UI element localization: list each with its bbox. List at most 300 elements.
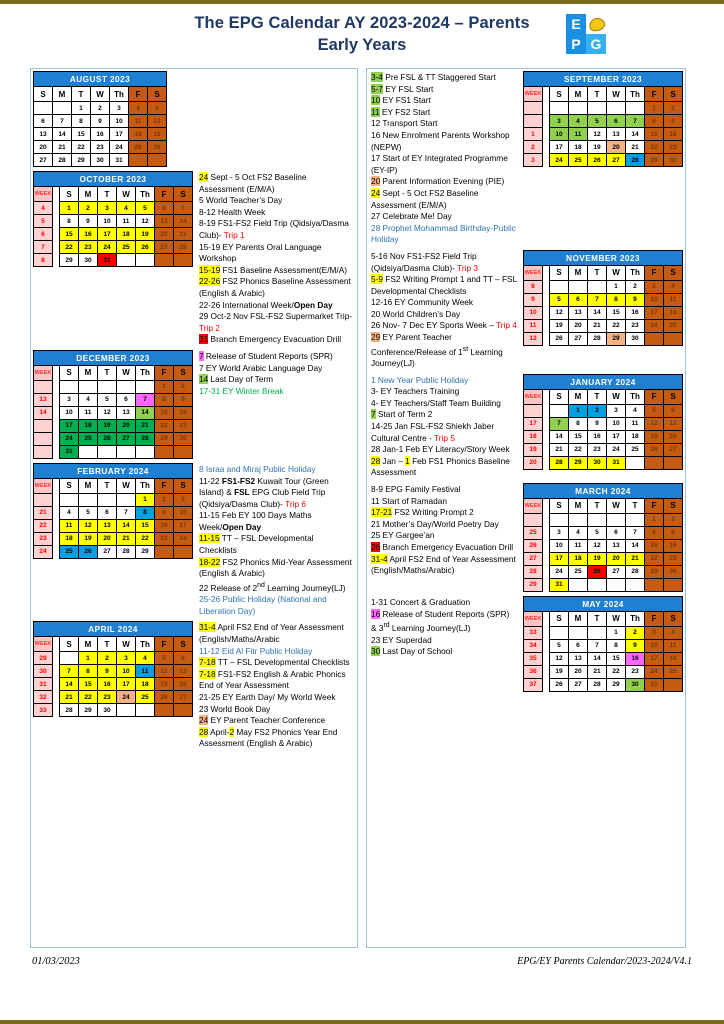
day-cell[interactable]: 16 — [79, 228, 98, 241]
day-cell[interactable]: 15 — [136, 519, 155, 532]
day-cell[interactable]: 22 — [72, 141, 91, 154]
day-cell[interactable] — [664, 332, 683, 345]
day-cell[interactable]: 23 — [98, 691, 117, 704]
day-cell[interactable]: 3 — [550, 526, 569, 539]
day-cell[interactable] — [569, 513, 588, 526]
day-cell[interactable] — [136, 254, 155, 267]
day-cell[interactable]: 10 — [60, 406, 79, 419]
day-cell[interactable]: 1 — [60, 202, 79, 215]
day-cell[interactable] — [174, 704, 193, 717]
day-cell[interactable]: 5 — [645, 404, 664, 417]
day-cell[interactable]: 11 — [129, 115, 148, 128]
day-cell[interactable]: 17 — [645, 652, 664, 665]
day-cell[interactable]: 24 — [645, 665, 664, 678]
day-cell[interactable]: 19 — [550, 319, 569, 332]
day-cell[interactable]: 10 — [550, 128, 569, 141]
day-cell[interactable]: 7 — [588, 293, 607, 306]
day-cell[interactable]: 2 — [626, 626, 645, 639]
day-cell[interactable]: 9 — [588, 417, 607, 430]
day-cell[interactable]: 27 — [569, 332, 588, 345]
day-cell[interactable]: 24 — [117, 691, 136, 704]
day-cell[interactable]: 23 — [79, 241, 98, 254]
day-cell[interactable]: 26 — [645, 443, 664, 456]
day-cell[interactable]: 17 — [117, 678, 136, 691]
day-cell[interactable]: 20 — [34, 141, 53, 154]
day-cell[interactable]: 25 — [664, 665, 683, 678]
day-cell[interactable]: 27 — [607, 565, 626, 578]
day-cell[interactable]: 15 — [645, 128, 664, 141]
day-cell[interactable]: 19 — [148, 128, 167, 141]
day-cell[interactable]: 31 — [645, 678, 664, 691]
day-cell[interactable]: 2 — [98, 652, 117, 665]
day-cell[interactable] — [569, 102, 588, 115]
day-cell[interactable] — [550, 404, 569, 417]
day-cell[interactable]: 23 — [626, 665, 645, 678]
day-cell[interactable] — [607, 102, 626, 115]
day-cell[interactable] — [155, 704, 174, 717]
day-cell[interactable]: 1 — [569, 404, 588, 417]
day-cell[interactable]: 30 — [664, 565, 683, 578]
day-cell[interactable]: 1 — [79, 652, 98, 665]
day-cell[interactable]: 21 — [588, 665, 607, 678]
day-cell[interactable] — [155, 254, 174, 267]
day-cell[interactable] — [148, 154, 167, 167]
day-cell[interactable]: 9 — [174, 393, 193, 406]
day-cell[interactable]: 3 — [110, 102, 129, 115]
day-cell[interactable] — [588, 280, 607, 293]
day-cell[interactable]: 14 — [60, 678, 79, 691]
day-cell[interactable]: 1 — [645, 513, 664, 526]
day-cell[interactable]: 29 — [79, 704, 98, 717]
day-cell[interactable]: 29 — [607, 332, 626, 345]
day-cell[interactable]: 31 — [98, 254, 117, 267]
day-cell[interactable]: 14 — [136, 406, 155, 419]
day-cell[interactable] — [155, 445, 174, 458]
day-cell[interactable]: 4 — [60, 506, 79, 519]
day-cell[interactable]: 5 — [588, 526, 607, 539]
day-cell[interactable]: 12 — [550, 652, 569, 665]
day-cell[interactable]: 28 — [626, 565, 645, 578]
day-cell[interactable] — [117, 704, 136, 717]
day-cell[interactable] — [79, 445, 98, 458]
day-cell[interactable]: 18 — [569, 552, 588, 565]
day-cell[interactable]: 6 — [98, 506, 117, 519]
day-cell[interactable]: 11 — [664, 293, 683, 306]
day-cell[interactable] — [607, 578, 626, 591]
day-cell[interactable]: 21 — [626, 552, 645, 565]
day-cell[interactable]: 4 — [664, 280, 683, 293]
day-cell[interactable]: 9 — [664, 526, 683, 539]
day-cell[interactable]: 15 — [60, 228, 79, 241]
day-cell[interactable]: 5 — [588, 115, 607, 128]
day-cell[interactable] — [174, 545, 193, 558]
day-cell[interactable]: 2 — [79, 202, 98, 215]
day-cell[interactable]: 9 — [91, 115, 110, 128]
day-cell[interactable]: 30 — [588, 456, 607, 469]
day-cell[interactable]: 17 — [98, 228, 117, 241]
day-cell[interactable]: 13 — [569, 306, 588, 319]
day-cell[interactable]: 20 — [98, 532, 117, 545]
day-cell[interactable] — [136, 380, 155, 393]
day-cell[interactable]: 22 — [79, 691, 98, 704]
day-cell[interactable] — [645, 456, 664, 469]
day-cell[interactable]: 30 — [91, 154, 110, 167]
day-cell[interactable]: 1 — [645, 102, 664, 115]
day-cell[interactable]: 3 — [550, 115, 569, 128]
day-cell[interactable]: 6 — [607, 115, 626, 128]
day-cell[interactable]: 5 — [136, 202, 155, 215]
day-cell[interactable]: 25 — [136, 691, 155, 704]
day-cell[interactable]: 3 — [174, 493, 193, 506]
day-cell[interactable]: 26 — [588, 154, 607, 167]
day-cell[interactable]: 6 — [34, 115, 53, 128]
day-cell[interactable]: 17 — [110, 128, 129, 141]
day-cell[interactable]: 25 — [129, 141, 148, 154]
day-cell[interactable]: 26 — [155, 691, 174, 704]
day-cell[interactable]: 2 — [588, 404, 607, 417]
day-cell[interactable]: 17 — [174, 519, 193, 532]
day-cell[interactable]: 7 — [53, 115, 72, 128]
day-cell[interactable]: 12 — [155, 665, 174, 678]
day-cell[interactable]: 17 — [60, 419, 79, 432]
day-cell[interactable]: 6 — [155, 202, 174, 215]
day-cell[interactable]: 4 — [136, 652, 155, 665]
day-cell[interactable]: 13 — [607, 128, 626, 141]
day-cell[interactable]: 8 — [645, 115, 664, 128]
day-cell[interactable]: 27 — [117, 432, 136, 445]
day-cell[interactable]: 22 — [155, 419, 174, 432]
day-cell[interactable] — [664, 678, 683, 691]
day-cell[interactable]: 19 — [98, 419, 117, 432]
day-cell[interactable]: 4 — [117, 202, 136, 215]
day-cell[interactable]: 24 — [607, 443, 626, 456]
day-cell[interactable]: 30 — [174, 432, 193, 445]
day-cell[interactable]: 1 — [607, 626, 626, 639]
day-cell[interactable]: 10 — [174, 506, 193, 519]
day-cell[interactable]: 18 — [129, 128, 148, 141]
day-cell[interactable]: 20 — [117, 419, 136, 432]
day-cell[interactable] — [588, 513, 607, 526]
day-cell[interactable]: 4 — [626, 404, 645, 417]
day-cell[interactable]: 26 — [98, 432, 117, 445]
day-cell[interactable]: 25 — [626, 443, 645, 456]
day-cell[interactable]: 20 — [664, 430, 683, 443]
day-cell[interactable]: 22 — [645, 552, 664, 565]
day-cell[interactable]: 13 — [607, 539, 626, 552]
day-cell[interactable] — [664, 578, 683, 591]
day-cell[interactable]: 14 — [588, 306, 607, 319]
day-cell[interactable] — [626, 513, 645, 526]
day-cell[interactable]: 24 — [110, 141, 129, 154]
day-cell[interactable]: 14 — [626, 128, 645, 141]
day-cell[interactable]: 15 — [79, 678, 98, 691]
day-cell[interactable] — [664, 456, 683, 469]
day-cell[interactable]: 10 — [645, 293, 664, 306]
day-cell[interactable]: 22 — [136, 532, 155, 545]
day-cell[interactable]: 18 — [117, 228, 136, 241]
day-cell[interactable] — [550, 513, 569, 526]
day-cell[interactable]: 10 — [645, 639, 664, 652]
day-cell[interactable]: 24 — [60, 432, 79, 445]
day-cell[interactable]: 11 — [79, 406, 98, 419]
day-cell[interactable]: 18 — [79, 419, 98, 432]
day-cell[interactable] — [136, 704, 155, 717]
day-cell[interactable] — [550, 626, 569, 639]
day-cell[interactable]: 2 — [155, 493, 174, 506]
day-cell[interactable]: 23 — [626, 319, 645, 332]
day-cell[interactable]: 22 — [60, 241, 79, 254]
day-cell[interactable]: 17 — [550, 141, 569, 154]
day-cell[interactable]: 8 — [60, 215, 79, 228]
day-cell[interactable] — [626, 456, 645, 469]
day-cell[interactable]: 8 — [136, 506, 155, 519]
day-cell[interactable]: 28 — [174, 241, 193, 254]
day-cell[interactable] — [60, 380, 79, 393]
day-cell[interactable] — [550, 280, 569, 293]
day-cell[interactable]: 6 — [174, 652, 193, 665]
day-cell[interactable]: 19 — [588, 552, 607, 565]
day-cell[interactable]: 31 — [607, 456, 626, 469]
day-cell[interactable]: 18 — [60, 532, 79, 545]
day-cell[interactable]: 22 — [569, 443, 588, 456]
day-cell[interactable]: 5 — [550, 639, 569, 652]
day-cell[interactable]: 5 — [550, 293, 569, 306]
day-cell[interactable]: 20 — [569, 665, 588, 678]
day-cell[interactable]: 28 — [60, 704, 79, 717]
day-cell[interactable]: 27 — [569, 678, 588, 691]
day-cell[interactable] — [155, 545, 174, 558]
day-cell[interactable]: 15 — [155, 406, 174, 419]
day-cell[interactable]: 12 — [645, 417, 664, 430]
day-cell[interactable]: 7 — [588, 639, 607, 652]
day-cell[interactable]: 19 — [645, 430, 664, 443]
day-cell[interactable] — [129, 154, 148, 167]
day-cell[interactable]: 11 — [569, 539, 588, 552]
day-cell[interactable] — [117, 493, 136, 506]
day-cell[interactable]: 14 — [626, 539, 645, 552]
day-cell[interactable]: 8 — [79, 665, 98, 678]
day-cell[interactable]: 21 — [117, 532, 136, 545]
day-cell[interactable]: 18 — [664, 652, 683, 665]
day-cell[interactable]: 4 — [569, 115, 588, 128]
day-cell[interactable]: 23 — [588, 443, 607, 456]
day-cell[interactable]: 6 — [569, 639, 588, 652]
day-cell[interactable]: 7 — [626, 115, 645, 128]
day-cell[interactable]: 8 — [607, 639, 626, 652]
day-cell[interactable] — [588, 578, 607, 591]
day-cell[interactable]: 21 — [174, 228, 193, 241]
day-cell[interactable]: 14 — [53, 128, 72, 141]
day-cell[interactable]: 20 — [607, 552, 626, 565]
day-cell[interactable]: 1 — [72, 102, 91, 115]
day-cell[interactable]: 29 — [645, 154, 664, 167]
day-cell[interactable]: 1 — [155, 380, 174, 393]
day-cell[interactable]: 13 — [569, 652, 588, 665]
day-cell[interactable]: 25 — [569, 154, 588, 167]
day-cell[interactable]: 21 — [53, 141, 72, 154]
day-cell[interactable]: 28 — [588, 332, 607, 345]
day-cell[interactable]: 29 — [136, 545, 155, 558]
day-cell[interactable]: 21 — [136, 419, 155, 432]
day-cell[interactable] — [117, 445, 136, 458]
day-cell[interactable]: 29 — [72, 154, 91, 167]
day-cell[interactable]: 31 — [550, 578, 569, 591]
day-cell[interactable]: 29 — [607, 678, 626, 691]
day-cell[interactable] — [117, 254, 136, 267]
day-cell[interactable]: 19 — [155, 678, 174, 691]
day-cell[interactable]: 17 — [645, 306, 664, 319]
day-cell[interactable]: 16 — [588, 430, 607, 443]
day-cell[interactable] — [98, 493, 117, 506]
day-cell[interactable]: 19 — [588, 141, 607, 154]
day-cell[interactable]: 2 — [664, 513, 683, 526]
day-cell[interactable] — [60, 493, 79, 506]
day-cell[interactable]: 19 — [79, 532, 98, 545]
day-cell[interactable]: 9 — [626, 293, 645, 306]
day-cell[interactable]: 3 — [645, 626, 664, 639]
day-cell[interactable]: 14 — [588, 652, 607, 665]
day-cell[interactable] — [569, 578, 588, 591]
day-cell[interactable]: 16 — [174, 406, 193, 419]
day-cell[interactable]: 3 — [60, 393, 79, 406]
day-cell[interactable]: 16 — [626, 652, 645, 665]
day-cell[interactable]: 15 — [569, 430, 588, 443]
day-cell[interactable]: 20 — [569, 319, 588, 332]
day-cell[interactable]: 28 — [53, 154, 72, 167]
day-cell[interactable]: 17 — [550, 552, 569, 565]
day-cell[interactable]: 9 — [98, 665, 117, 678]
day-cell[interactable]: 6 — [664, 404, 683, 417]
day-cell[interactable]: 1 — [136, 493, 155, 506]
day-cell[interactable]: 30 — [79, 254, 98, 267]
day-cell[interactable]: 9 — [79, 215, 98, 228]
day-cell[interactable]: 18 — [626, 430, 645, 443]
day-cell[interactable]: 8 — [645, 526, 664, 539]
day-cell[interactable]: 5 — [148, 102, 167, 115]
day-cell[interactable]: 29 — [645, 565, 664, 578]
day-cell[interactable]: 11 — [569, 128, 588, 141]
day-cell[interactable]: 12 — [588, 539, 607, 552]
day-cell[interactable] — [607, 513, 626, 526]
day-cell[interactable]: 30 — [626, 332, 645, 345]
day-cell[interactable]: 16 — [91, 128, 110, 141]
day-cell[interactable]: 8 — [72, 115, 91, 128]
day-cell[interactable]: 15 — [72, 128, 91, 141]
day-cell[interactable]: 2 — [174, 380, 193, 393]
day-cell[interactable]: 26 — [550, 678, 569, 691]
day-cell[interactable]: 27 — [34, 154, 53, 167]
day-cell[interactable] — [626, 578, 645, 591]
day-cell[interactable]: 16 — [664, 539, 683, 552]
day-cell[interactable]: 28 — [588, 678, 607, 691]
day-cell[interactable]: 26 — [136, 241, 155, 254]
day-cell[interactable] — [174, 445, 193, 458]
day-cell[interactable]: 10 — [117, 665, 136, 678]
day-cell[interactable]: 6 — [117, 393, 136, 406]
day-cell[interactable]: 15 — [607, 306, 626, 319]
day-cell[interactable]: 27 — [664, 443, 683, 456]
day-cell[interactable]: 22 — [607, 319, 626, 332]
day-cell[interactable]: 30 — [664, 154, 683, 167]
day-cell[interactable]: 12 — [550, 306, 569, 319]
day-cell[interactable]: 27 — [98, 545, 117, 558]
day-cell[interactable]: 23 — [91, 141, 110, 154]
day-cell[interactable] — [136, 445, 155, 458]
day-cell[interactable]: 20 — [174, 678, 193, 691]
day-cell[interactable]: 28 — [550, 456, 569, 469]
day-cell[interactable]: 1 — [607, 280, 626, 293]
day-cell[interactable]: 11 — [664, 639, 683, 652]
day-cell[interactable]: 18 — [664, 306, 683, 319]
day-cell[interactable] — [98, 445, 117, 458]
day-cell[interactable]: 15 — [607, 652, 626, 665]
day-cell[interactable]: 15 — [645, 539, 664, 552]
day-cell[interactable]: 13 — [664, 417, 683, 430]
day-cell[interactable]: 13 — [155, 215, 174, 228]
day-cell[interactable]: 6 — [607, 526, 626, 539]
day-cell[interactable] — [588, 626, 607, 639]
day-cell[interactable]: 23 — [664, 141, 683, 154]
day-cell[interactable]: 20 — [607, 141, 626, 154]
day-cell[interactable]: 21 — [60, 691, 79, 704]
day-cell[interactable]: 5 — [79, 506, 98, 519]
day-cell[interactable]: 27 — [155, 241, 174, 254]
day-cell[interactable]: 6 — [569, 293, 588, 306]
day-cell[interactable]: 23 — [664, 552, 683, 565]
day-cell[interactable] — [588, 102, 607, 115]
day-cell[interactable]: 31 — [110, 154, 129, 167]
day-cell[interactable]: 12 — [136, 215, 155, 228]
day-cell[interactable]: 11 — [136, 665, 155, 678]
day-cell[interactable] — [60, 652, 79, 665]
day-cell[interactable] — [569, 280, 588, 293]
day-cell[interactable]: 26 — [79, 545, 98, 558]
day-cell[interactable]: 27 — [607, 154, 626, 167]
day-cell[interactable]: 21 — [626, 141, 645, 154]
day-cell[interactable] — [53, 102, 72, 115]
day-cell[interactable]: 19 — [136, 228, 155, 241]
day-cell[interactable] — [34, 102, 53, 115]
day-cell[interactable]: 23 — [174, 419, 193, 432]
day-cell[interactable]: 18 — [569, 141, 588, 154]
day-cell[interactable]: 14 — [550, 430, 569, 443]
day-cell[interactable]: 13 — [98, 519, 117, 532]
day-cell[interactable]: 11 — [626, 417, 645, 430]
day-cell[interactable]: 28 — [136, 432, 155, 445]
day-cell[interactable]: 12 — [148, 115, 167, 128]
day-cell[interactable]: 24 — [645, 319, 664, 332]
day-cell[interactable]: 25 — [117, 241, 136, 254]
day-cell[interactable]: 29 — [155, 432, 174, 445]
day-cell[interactable]: 7 — [174, 202, 193, 215]
day-cell[interactable]: 13 — [174, 665, 193, 678]
day-cell[interactable]: 16 — [664, 128, 683, 141]
day-cell[interactable]: 16 — [626, 306, 645, 319]
day-cell[interactable]: 4 — [569, 526, 588, 539]
day-cell[interactable]: 3 — [645, 280, 664, 293]
day-cell[interactable]: 4 — [664, 626, 683, 639]
day-cell[interactable] — [626, 102, 645, 115]
day-cell[interactable]: 2 — [664, 102, 683, 115]
day-cell[interactable]: 16 — [98, 678, 117, 691]
day-cell[interactable]: 24 — [550, 154, 569, 167]
day-cell[interactable] — [645, 332, 664, 345]
day-cell[interactable]: 7 — [60, 665, 79, 678]
day-cell[interactable]: 24 — [550, 565, 569, 578]
day-cell[interactable]: 16 — [155, 519, 174, 532]
day-cell[interactable]: 21 — [550, 443, 569, 456]
day-cell[interactable]: 20 — [155, 228, 174, 241]
